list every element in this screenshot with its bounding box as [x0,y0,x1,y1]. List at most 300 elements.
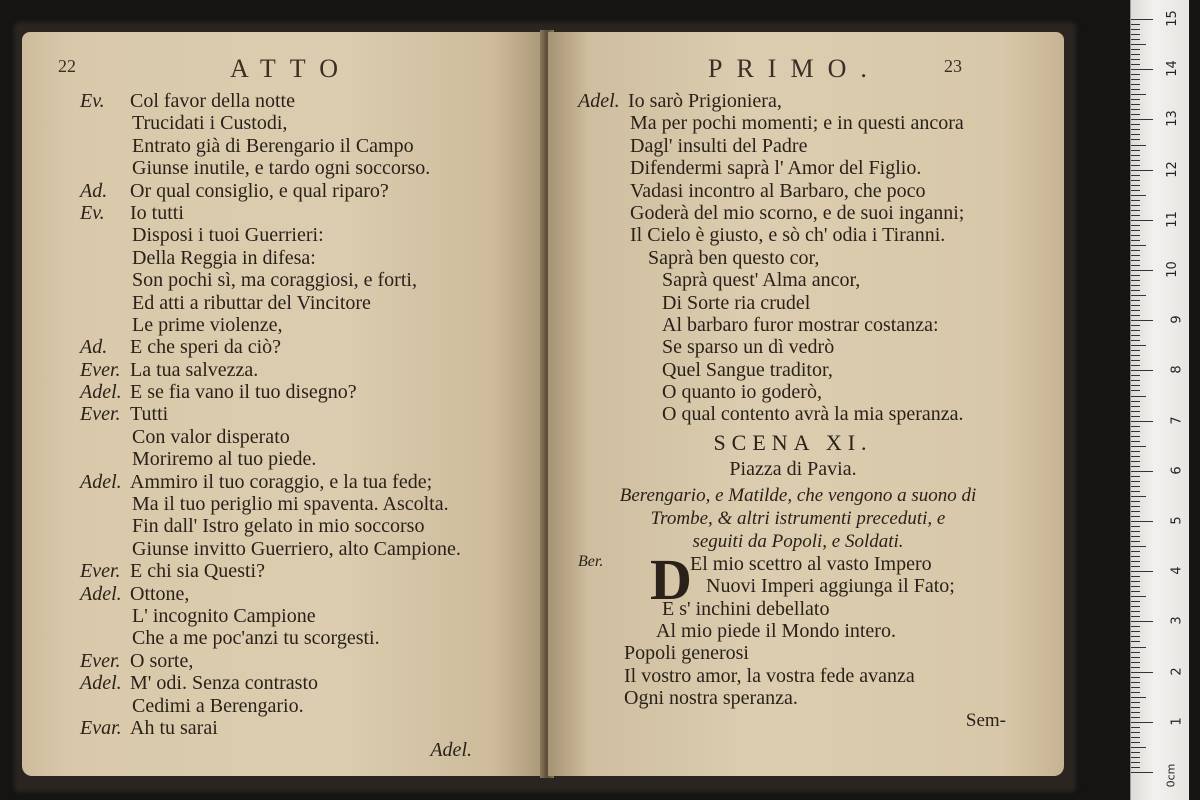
ruler-tick [1131,29,1140,30]
ruler-tick [1131,476,1140,477]
speaker-label: Adel. [80,672,122,695]
text-line [578,292,1048,314]
ruler-tick [1131,496,1146,497]
ruler-tick [1131,762,1140,763]
ruler-tick [1131,170,1153,171]
ruler-tick [1131,737,1140,738]
text-line [80,135,532,157]
ruler-tick [1131,260,1140,261]
verse-text: Or qual consiglio, e qual riparo? [130,179,389,202]
text-line [578,642,1048,664]
stage-direction-line: Berengario, e Matilde, che vengono a suono di [619,484,977,506]
ruler-tick [1131,456,1140,457]
ruler-tick [1131,481,1140,482]
text-line [578,247,1048,269]
text-line [80,560,532,582]
stage-direction-line: Trombe, & altri istrumenti preceduti, e [650,507,946,529]
text-line [578,135,1048,157]
ruler-tick [1131,390,1140,391]
ruler-tick [1131,385,1140,386]
verse-text: Le prime violenze, [132,313,283,336]
left-page [22,32,546,776]
ruler-tick [1131,320,1153,321]
verse-text: Tutti [130,403,169,426]
right-page-header [578,54,1048,90]
ruler-tick [1131,340,1140,341]
ruler-tick [1131,757,1140,758]
ruler-tick [1131,375,1140,376]
text-line [80,336,532,358]
ruler-tick [1131,616,1140,617]
ruler-tick [1131,531,1140,532]
verse-text: Saprà quest' Alma ancor, [662,269,861,292]
ruler-tick [1131,772,1153,773]
right-page-number: 23 [944,56,962,76]
right-page-text-bottom [578,546,1048,710]
ruler-tick [1131,145,1146,146]
speaker-label: Adel. [80,582,122,605]
ruler-tick [1131,124,1140,125]
ruler-tick [1131,99,1140,100]
right-running-title: PRIMO. [708,54,881,83]
ruler-tick [1131,551,1140,552]
ruler-tick [1131,541,1140,542]
ruler-tick [1131,275,1140,276]
speaker-label: Ad. [80,179,108,202]
ruler-tick [1131,89,1140,90]
verse-text: Popoli generosi [624,642,749,665]
text-line [578,112,1048,134]
ruler-tick [1131,561,1140,562]
speaker-label: Ever. [80,403,121,426]
text-line [578,90,1048,112]
ruler-tick [1131,461,1140,462]
ruler-tick [1131,305,1140,306]
ruler-tick [1131,606,1140,607]
ruler-number: 2 [1169,666,1185,676]
ruler-tick [1131,104,1140,105]
ruler-tick [1131,270,1153,271]
ruler-number: 10 [1165,261,1181,278]
ruler-tick [1131,631,1140,632]
verse-text: Al mio piede il Mondo intero. [656,620,896,643]
ruler-tick [1131,411,1140,412]
ruler-tick [1131,250,1140,251]
text-line [80,314,532,336]
verse-text: Io sarò Prigioniera, [628,90,782,112]
ruler-tick [1131,69,1153,70]
text-line [578,157,1048,179]
text-line [80,426,532,448]
verse-text: Disposi i tuoi Guerrieri: [132,224,324,247]
text-line [80,471,532,493]
text-line [578,180,1048,202]
ruler-number: 11 [1165,211,1181,228]
ruler-tick [1131,295,1146,296]
verse-text: Al barbaro furor mostrar costanza: [662,313,939,336]
ruler-tick [1131,586,1140,587]
ruler-tick [1131,134,1140,135]
ruler-number: 1 [1169,717,1185,726]
ruler-number: 5 [1169,516,1185,525]
ruler-tick [1131,175,1140,176]
ruler-tick [1131,506,1140,507]
ruler-tick [1131,601,1140,602]
text-line [80,90,532,112]
ruler-tick [1131,416,1140,417]
text-line [80,448,532,470]
text-line [80,180,532,202]
ruler-tick [1131,752,1140,753]
ruler-number: 8 [1169,365,1185,375]
verse-text: Con valor disperato [132,425,290,448]
ruler-tick [1131,84,1140,85]
verse-text: L' incognito Campione [132,604,316,627]
speaker-label: Ever. [80,560,121,583]
ruler-number: 14 [1165,60,1181,77]
ruler-tick [1131,44,1146,45]
ruler-tick [1131,657,1140,658]
ruler-tick [1131,636,1140,637]
ruler-tick [1131,722,1153,723]
ruler-number: 6 [1169,466,1185,475]
verse-text: Moriremo al tuo piede. [132,448,317,471]
verse-text: Ed atti a ributtar del Vincitore [132,291,371,314]
ruler-tick [1131,647,1146,648]
ruler-tick [1131,285,1140,286]
ruler-tick [1131,225,1140,226]
verse-text: Ma per pochi momenti; e in questi ancora [630,112,964,135]
text-line [578,665,1048,687]
text-line [578,598,1048,620]
ruler-tick [1131,200,1140,201]
ruler-tick [1131,556,1140,557]
ruler-tick [1131,596,1146,597]
right-page-text-top [578,90,1048,426]
speaker-label: Ev. [80,90,105,112]
left-catchword: Adel. [430,739,472,762]
verse-text: Fin dall' Istro gelato in mio soccorso [132,515,425,538]
dropcap-letter: D [650,546,692,612]
text-line [80,112,532,134]
ruler-tick [1131,526,1140,527]
ruler-tick [1131,717,1140,718]
ruler-tick [1131,546,1146,547]
verse-text: E se fia vano il tuo disegno? [130,381,357,404]
ruler-tick [1131,290,1140,291]
verse-text: E s' inchini debellato [662,597,830,620]
text-line [578,224,1048,246]
ruler-tick [1131,59,1140,60]
verse-text: Vadasi incontro al Barbaro, che poco [630,179,926,202]
verse-text: O qual contento avrà la mia speranza. [662,403,964,426]
ruler-number: 12 [1165,160,1181,178]
verse-text: Il vostro amor, la vostra fede avanza [624,664,915,687]
ruler-tick [1131,185,1140,186]
ruler-tick [1131,345,1146,346]
measuring-ruler [1130,0,1189,800]
verse-text: Saprà ben questo cor, [648,246,820,269]
ruler-number: 9 [1169,315,1185,324]
text-line [80,695,532,717]
ruler-tick [1131,712,1140,713]
text-line [578,575,1048,597]
text-line [80,247,532,269]
left-running-title: ATTO [230,54,352,83]
text-line [80,202,532,224]
ruler-tick [1131,611,1140,612]
text-line [80,650,532,672]
ruler-tick [1131,501,1140,502]
verse-text: La tua salvezza. [130,358,259,381]
ruler-tick [1131,265,1140,266]
ruler-tick [1131,325,1140,326]
speaker-label: Ev. [80,201,105,224]
ruler-number: 7 [1169,415,1185,425]
text-line [578,620,1048,642]
text-line [80,224,532,246]
text-line [80,583,532,605]
text-line [80,157,532,179]
ruler-tick [1131,406,1140,407]
ruler-tick [1131,566,1140,567]
ruler-tick [1131,370,1153,371]
verse-text: El mio scettro al vasto Impero [690,552,932,575]
text-line [578,314,1048,336]
ruler-tick [1131,436,1140,437]
ruler-tick [1131,707,1140,708]
right-page [548,32,1064,776]
ruler-tick [1131,471,1153,472]
ruler-tick [1131,621,1153,622]
text-line [578,687,1048,709]
ruler-tick [1131,180,1140,181]
ruler-tick [1131,591,1140,592]
text-line [578,403,1048,425]
ruler-tick [1131,576,1140,577]
verse-text: Goderà del mio scorno, e de suoi inganni; [630,201,965,224]
ruler-tick [1131,687,1140,688]
ruler-tick [1131,300,1140,301]
ruler-tick [1131,240,1140,241]
ruler-tick [1131,641,1140,642]
text-line [80,403,532,425]
speaker-label: Ad. [80,336,108,359]
verse-text: Quel Sangue traditor, [662,358,833,381]
text-line [578,202,1048,224]
ruler-tick [1131,360,1140,361]
ruler-tick [1131,210,1140,211]
verse-text: Giunse inutile, e tardo ogni soccorso. [132,157,431,180]
ruler-tick [1131,34,1140,35]
ruler-tick [1131,682,1140,683]
text-line [80,627,532,649]
verse-text: Di Sorte ria crudel [662,291,811,314]
ruler-tick [1131,767,1140,768]
ruler-number: 4 [1169,566,1185,575]
ruler-tick [1131,280,1140,281]
text-line [80,717,532,739]
ruler-tick [1131,697,1146,698]
ruler-tick [1131,747,1146,748]
ruler-tick [1131,365,1140,366]
ruler-tick [1131,626,1140,627]
text-line [80,269,532,291]
ruler-tick [1131,245,1146,246]
ruler-tick [1131,401,1140,402]
ruler-tick [1131,441,1140,442]
ruler-tick [1131,335,1140,336]
ruler-tick [1131,466,1140,467]
text-line [578,336,1048,358]
verse-text: E che speri da ciò? [130,336,282,359]
speaker-label: Adel. [80,470,122,493]
verse-text: Se sparso un dì vedrò [662,336,835,359]
verse-text: Il Cielo è giusto, e sò ch' odia i Tiranni. [630,224,946,247]
text-line [80,515,532,537]
ruler-tick [1131,160,1140,161]
ruler-tick [1131,451,1140,452]
text-line [80,538,532,560]
ruler-tick [1131,581,1140,582]
verse-text: O quanto io goderò, [662,381,822,404]
ruler-tick [1131,350,1140,351]
scene-title: SCENA XI. [713,429,873,455]
text-line [80,605,532,627]
verse-text: Entrato già di Berengario il Campo [132,134,414,157]
ruler-tick [1131,54,1140,55]
verse-text: Ammiro il tuo coraggio, e la tua fede; [130,470,433,493]
left-page-number: 22 [58,56,76,76]
dropcap-speaker: Ber. [578,552,604,570]
ruler-tick [1131,165,1140,166]
ruler-tick [1131,677,1140,678]
dropcap-block [578,546,1048,710]
ruler-tick [1131,521,1153,522]
stage-direction-line: seguiti da Popoli, e Soldati. [692,530,904,552]
ruler-tick [1131,195,1146,196]
verse-text: Ah tu sarai [130,716,218,739]
left-page-text [80,90,532,739]
text-line [80,292,532,314]
ruler-tick [1131,39,1140,40]
speaker-label: Ever. [80,358,121,381]
ruler-tick [1131,421,1153,422]
verse-text: Della Reggia in difesa: [132,246,316,269]
verse-text: M' odi. Senza contrasto [130,672,319,695]
ruler-tick [1131,652,1140,653]
ruler-tick [1131,727,1140,728]
ruler-tick [1131,702,1140,703]
ruler-tick [1131,536,1140,537]
text-line [80,359,532,381]
text-line [578,553,1048,575]
verse-text: Cedimi a Berengario. [132,694,304,717]
verse-text: Ottone, [130,582,190,605]
ruler-tick [1131,139,1140,140]
ruler-tick [1131,571,1153,572]
ruler-tick [1131,79,1140,80]
ruler-tick [1131,672,1153,673]
ruler-tick [1131,396,1146,397]
speaker-label: Adel. [80,381,122,404]
ruler-tick [1131,742,1140,743]
ruler-tick [1131,446,1146,447]
verse-text: Dagl' insulti del Padre [630,134,808,157]
ruler-tick [1131,255,1140,256]
speaker-label: Ever. [80,649,121,672]
text-line [578,359,1048,381]
verse-text: Difendermi saprà l' Amor del Figlio. [630,157,922,180]
ruler-tick [1131,732,1140,733]
verse-text: Io tutti [130,201,184,224]
ruler-tick [1131,235,1140,236]
ruler-tick [1131,516,1140,517]
ruler-tick [1131,19,1153,20]
verse-text: Giunse invitto Guerriero, alto Campione. [132,537,461,560]
text-line [80,493,532,515]
text-line [80,672,532,694]
left-page-header [58,54,532,90]
ruler-tick [1131,491,1140,492]
ruler-tick [1131,220,1153,221]
ruler-tick [1131,94,1146,95]
ruler-tick [1131,330,1140,331]
ruler-tick [1131,74,1140,75]
ruler-tick [1131,511,1140,512]
ruler-tick [1131,230,1140,231]
ruler-tick [1131,692,1140,693]
ruler-tick [1131,310,1140,311]
text-line [578,269,1048,291]
ruler-tick [1131,486,1140,487]
ruler-tick [1131,215,1140,216]
verse-text: Trucidati i Custodi, [132,112,288,135]
scene-place: Piazza di Pavia. [729,457,857,480]
ruler-tick [1131,355,1140,356]
ruler-tick [1131,190,1140,191]
right-catchword: Sem- [965,709,1006,731]
ruler-tick [1131,205,1140,206]
ruler-tick [1131,119,1153,120]
ruler-tick [1131,64,1140,65]
speaker-label: Adel. [578,90,620,112]
ruler-tick [1131,662,1140,663]
verse-text: O sorte, [130,649,194,672]
ruler-tick [1131,109,1140,110]
speaker-label: Evar. [80,716,122,739]
verse-text: Son pochi sì, ma coraggiosi, e forti, [132,269,417,292]
ruler-number: 3 [1169,616,1185,626]
ruler-tick [1131,315,1140,316]
text-line [80,381,532,403]
stage-direction [578,484,1048,553]
ruler-number: 13 [1165,110,1181,128]
ruler-tick [1131,667,1140,668]
verse-text: E chi sia Questi? [130,560,265,583]
ruler-tick [1131,426,1140,427]
ruler-number: 15 [1165,10,1181,27]
verse-text: Nuovi Imperi aggiunga il Fato; [706,575,955,598]
ruler-tick [1131,155,1140,156]
ruler-tick [1131,49,1140,50]
ruler-tick [1131,129,1140,130]
ruler-unit-label: 0cm [1164,763,1178,788]
ruler-tick [1131,150,1140,151]
ruler-tick [1131,114,1140,115]
verse-text: Col favor della notte [130,90,295,112]
text-line [578,381,1048,403]
